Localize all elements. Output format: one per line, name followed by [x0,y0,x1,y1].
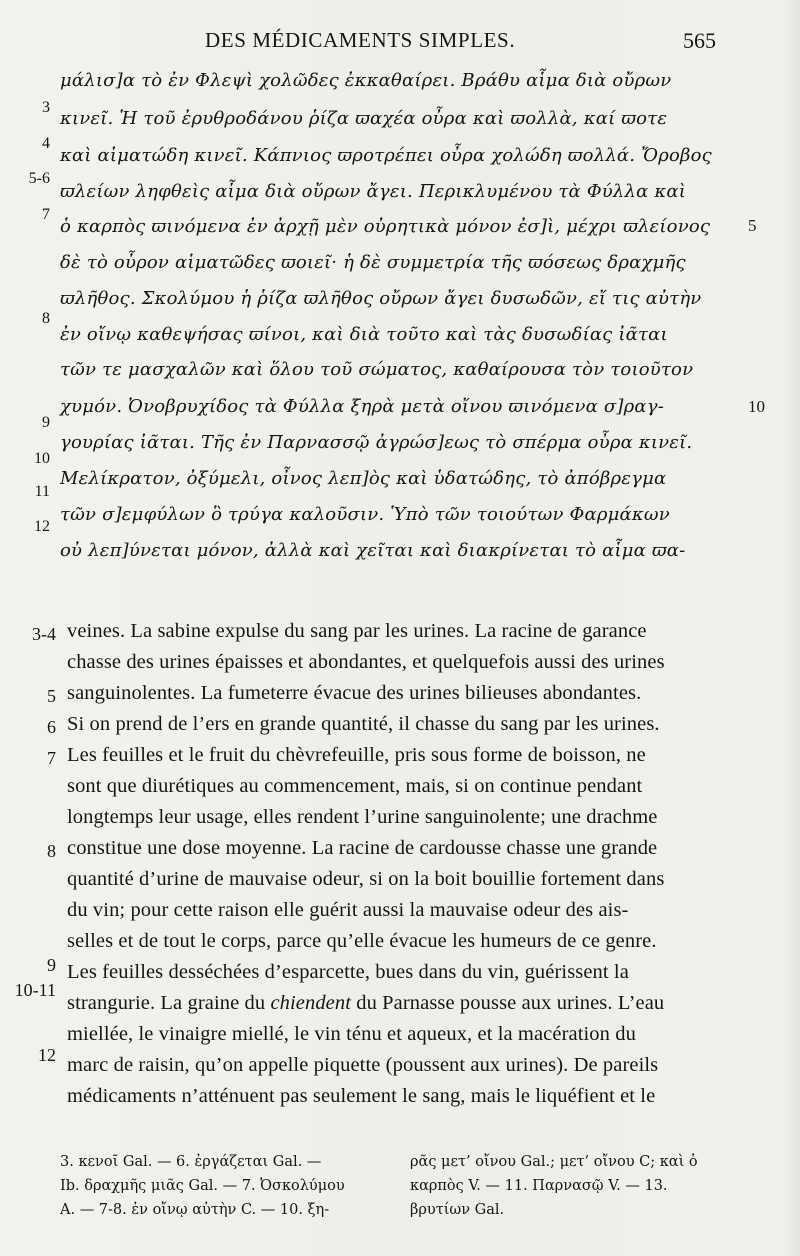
greek-line: δὲ τὸ οὖρον αἱματῶδες ϖοιεῖ· ἡ δὲ συμμετρία τῆς ϖόσεως δραχμῆς [60,252,686,273]
note-line: A. — 7-8. ἐν οἴνῳ αὐτὴν C. — 10. ξη- [60,1202,330,1218]
greek-line: μάλισ]α τὸ ἐν Φλεψὶ χολῶδες ἐκκαθαίρει. Βράθυ αἷμα διὰ οὔρων [60,70,672,91]
note-line: καρπὸς V. — 11. Παρνασῷ V. — 13. [410,1178,668,1194]
french-line: médicaments n’atténuent pas seulement le sang, mais le liquéfient et le [67,1085,656,1107]
french-line: selles et de tout le corps, parce qu’elle évacue les humeurs de ce genre. [67,930,657,952]
notes-left-column [60,1150,390,1222]
greek-margin-number: 5 [748,216,757,235]
french-line-number: 12 [38,1045,56,1065]
greek-line: τῶν σ]εμφύλων ὃ τρύγα καλοῦσιν. Ὑπὸ τῶν τοιούτων Φαρμάκων [60,504,670,525]
french-line-number: 6 [47,717,56,737]
header-title: DES MÉDICAMENTS SIMPLES. [205,28,516,52]
greek-line: Μελίκρατον, ὀξύμελι, οἶνος λεπ]ὸς καὶ ὑδατώδης, τὸ ἀπόβρεγμα [60,468,667,489]
greek-line: καὶ αἱματώδη κινεῖ. Κάπνιος ϖροτρέπει οὖρα χολώδη ϖολλά. Ὄροβος [60,145,712,166]
french-line [67,992,743,1015]
greek-line-number: 4 [42,135,50,152]
french-line: chasse des urines épaisses et abondantes, et quelquefois aussi des urines [67,651,665,673]
french-line: sont que diurétiques au commencement, mais, si on continue pendant [67,775,643,797]
greek-line: τῶν τε μασχαλῶν καὶ ὅλου τοῦ σώματος, καθαίρουσα τὸν τοιοῦτον [60,359,694,380]
french-line: du vin; pour cette raison elle guérit aussi la mauvaise odeur des ais- [67,899,629,921]
french-line: miellée, le vinaigre miellé, le vin ténu et aqueux, et la macération du [67,1023,636,1045]
french-text-segment: du Parnasse pousse aux urines. L’eau [351,992,665,1014]
notes-right-column [410,1150,760,1222]
greek-line: ϖλείων ληφθεὶς αἷμα διὰ οὔρων ἄγει. Περικλυμένου τὰ Φύλλα καὶ [60,181,687,202]
greek-line: γουρίας ἰᾶται. Τῆς ἐν Παρνασσῷ ἀγρώσ]εως τὸ σπέρμα οὖρα κινεῖ. [60,432,693,453]
french-line-number: 5 [47,686,56,706]
french-line: sanguinolentes. La fumeterre évacue des urines bilieuses abondantes. [67,682,642,704]
greek-line-number: 12 [34,518,50,535]
greek-line-number: 3 [42,99,50,116]
french-line-number: 3-4 [32,624,56,644]
greek-line: χυμόν. Ὀνοβρυχίδος τὰ Φύλλα ξηρὰ μετὰ οἴνου ϖινόμενα σ]ραγ- [60,396,664,417]
french-italic-term: chiendent [270,992,352,1014]
note-line: ρᾶς μετ’ οἴνου Gal.; μετ’ οἴνου C; καὶ ὁ [410,1154,698,1170]
greek-line-number: 5-6 [28,170,50,187]
greek-line-number: 11 [34,483,50,500]
french-line-number: 9 [47,955,56,975]
greek-line-number: 10 [34,450,50,467]
note-line: βρυτίων Gal. [410,1202,505,1218]
french-text-segment: strangurie. La graine du [67,992,271,1014]
note-line: Ib. δραχμῆς μιᾶς Gal. — 7. Ὀσκολύμου [60,1178,345,1194]
french-line: Les feuilles et le fruit du chèvrefeuille, pris sous forme de boisson, ne [67,744,646,766]
french-line: marc de raisin, qu’on appelle piquette (poussent aux urines). De pareils [67,1054,659,1076]
french-line: longtemps leur usage, elles rendent l’urine sanguinolente; une drachme [67,806,658,828]
french-line: constitue une dose moyenne. La racine de cardousse chasse une grande [67,837,658,859]
greek-line: ἐν οἴνῳ καθεψήσας ϖίνοι, καὶ διὰ τοῦτο καὶ τὰς δυσωδίας ἰᾶται [60,324,668,345]
french-line: Les feuilles desséchées d’esparcette, bues dans du vin, guérissent la [67,961,629,983]
greek-line-number: 9 [42,414,50,431]
greek-line: ϖλῆθος. Σκολύμου ἡ ῥίζα ϖλῆθος οὔρων ἄγει δυσωδῶν, εἴ τις αὐτὴν [60,288,702,309]
greek-line: ὁ καρπὸς ϖινόμενα ἐν ἀρχῇ μὲν οὐρητικὰ μόνον ἐσ]ὶ, μέχρι ϖλείονος [60,216,711,237]
french-line-number: 10-11 [14,980,56,1000]
greek-line: κινεῖ. Ἡ τοῦ ἐρυθροδάνου ῥίζα ϖαχέα οὖρα καὶ ϖολλὰ, καί ϖοτε [60,108,668,129]
greek-margin-number: 10 [748,397,765,416]
page-number: 565 [683,28,716,53]
french-line: veines. La sabine expulse du sang par les urines. La racine de garance [67,620,647,642]
critical-apparatus [60,1150,760,1240]
greek-line-number: 8 [42,310,50,327]
french-line: quantité d’urine de mauvaise odeur, si on la boit bouillie fortement dans [67,868,665,890]
greek-line: οὐ λεπ]ύνεται μόνον, ἀλλὰ καὶ χεῖται καὶ διακρίνεται τὸ αἷμα ϖα- [60,540,686,561]
note-line: 3. κενοῖ Gal. — 6. ἐργάζεται Gal. — [60,1154,322,1170]
french-line-number: 7 [47,748,56,768]
french-line-number: 8 [47,841,56,861]
french-line: Si on prend de l’ers en grande quantité, il chasse du sang par les urines. [67,713,660,735]
greek-line-number: 7 [42,206,50,223]
